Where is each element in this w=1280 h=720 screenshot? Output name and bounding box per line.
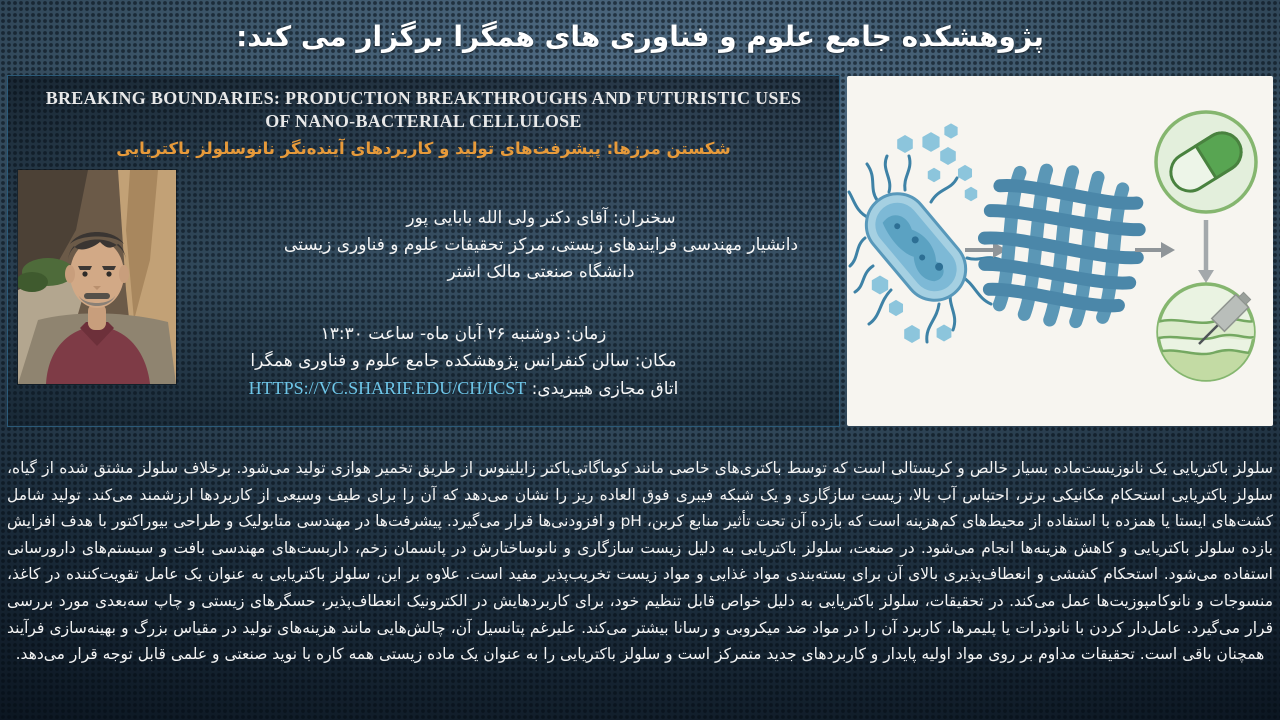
seminar-title-english: BREAKING BOUNDARIES: PRODUCTION BREAKTHROUGHS AND FUTURISTIC USES OF NANO-BACTERIAL CELLULOSE [45,88,802,131]
wound-injection-icon [1154,284,1258,382]
abstract-paragraph: سلولز باکتریایی یک نانوزیست‌ماده بسیار خالص و کریستالی است که توسط باکتری‌های خاصی مانند کوماگاتی‌باکتر زایلینوس از طریق تخمیر هوازی تولید می‌شود. برخلاف سلولز مشتق شده از گیاه، سلولز باکتریایی استحکام مکانیکی برتر، احتباس آب بالا، زیست سازگاری و یک شبکه فیبری فوق العاده ریز را نشان می‌دهد که آن را برای طیف وسیعی از کاربردها ارزشمند می‌کند. تولید شامل کشت‌های ایستا یا همزده با استفاده از محیط‌های کم‌هزینه است که بازده آن تحت تأثیر منابع کربن، pH و افزودنی‌ها قرار می‌گیرد. پیشرفت‌ها در مهندسی متابولیک و طراحی بیوراکتور با هدف افزایش بازده سلولز باکتریایی و کاهش هزینه‌ها انجام می‌شود. در صنعت، سلولز باکتریایی به دلیل زیست سازگاری و نانوساختارش در پانسمان زخم، داربست‌های مهندسی بافت و سیستم‌های دارورسانی استفاده می‌شود. استحکام کششی و انعطاف‌پذیری بالای آن برای بسته‌بندی مواد غذایی و مواد زیست تخریب‌پذیر مفید است. علاوه بر این، سلولز باکتریایی به عنوان یک عامل تقویت‌کننده در کاغذ، منسوجات و نانوکامپوزیت‌ها عمل می‌کند. در تحقیقات، سلولز باکتریایی به دلیل خواص قابل تنظیم خود، برای کاربردهایش در الکترونیک انعطاف‌پذیر، حسگرهای زیستی و چاپ سه‌بعدی مورد بررسی قرار می‌گیرد. عامل‌دار کردن با نانوذرات یا پلیمرها، کاربرد آن را در مواد ضد میکروبی و رسانا بیشتر می‌کند. علیرغم پتانسیل آن، چالش‌هایی مانند هزینه‌های تولید در مقیاس بزرگ و بهینه‌سازی فرآیند همچنان باقی است. تحقیقات مداوم بر روی مواد اولیه پایدار و کاربردهای جدید متمرکز است و سلولز باکتریایی را به عنوان یک ماده زیستی همه کاره با نوید صنعتی و علمی قابل توجه قرار می‌دهد. [7,459,1273,664]
cellulose-network-icon [974,161,1147,331]
speaker-affiliation-2: دانشگاه صنعتی مالک اشتر [447,262,635,282]
speaker-affiliation-1: دانشیار مهندسی فرایندهای زیستی، مرکز تحقیقات علوم و فناوری زیستی [283,235,799,255]
speaker-info [258,205,824,286]
speaker-name: سخنران: آقای دکتر ولی الله بابایی پور [406,208,676,228]
page-title: پژوهشکده جامع علوم و فناوری های همگرا برگزار می کند: [236,20,1044,53]
cellulose-process-illustration [847,76,1273,426]
speaker-photo [18,170,176,384]
schedule-info [158,321,769,403]
virtual-room-label: اتاق مجازی هیبریدی: [526,379,679,399]
seminar-info-panel [7,75,840,427]
arrow-down-icon [1198,220,1214,283]
capsule-icon [1156,112,1256,212]
seminar-title-persian: شکستن مرزها: پیشرفت‌های تولید و کاربردهای آینده‌نگر نانوسلولز باکتریایی [116,139,731,158]
virtual-room-link[interactable]: HTTPS://VC.SHARIF.EDU/CH/ICST [248,378,527,398]
schedule-time: زمان: دوشنبه ۲۶ آبان ماه- ساعت ۱۳:۳۰ [320,324,607,344]
schedule-location: مکان: سالن کنفرانس پژوهشکده جامع علوم و فناوری همگرا [250,351,677,371]
schedule-virtual-room [158,375,769,403]
